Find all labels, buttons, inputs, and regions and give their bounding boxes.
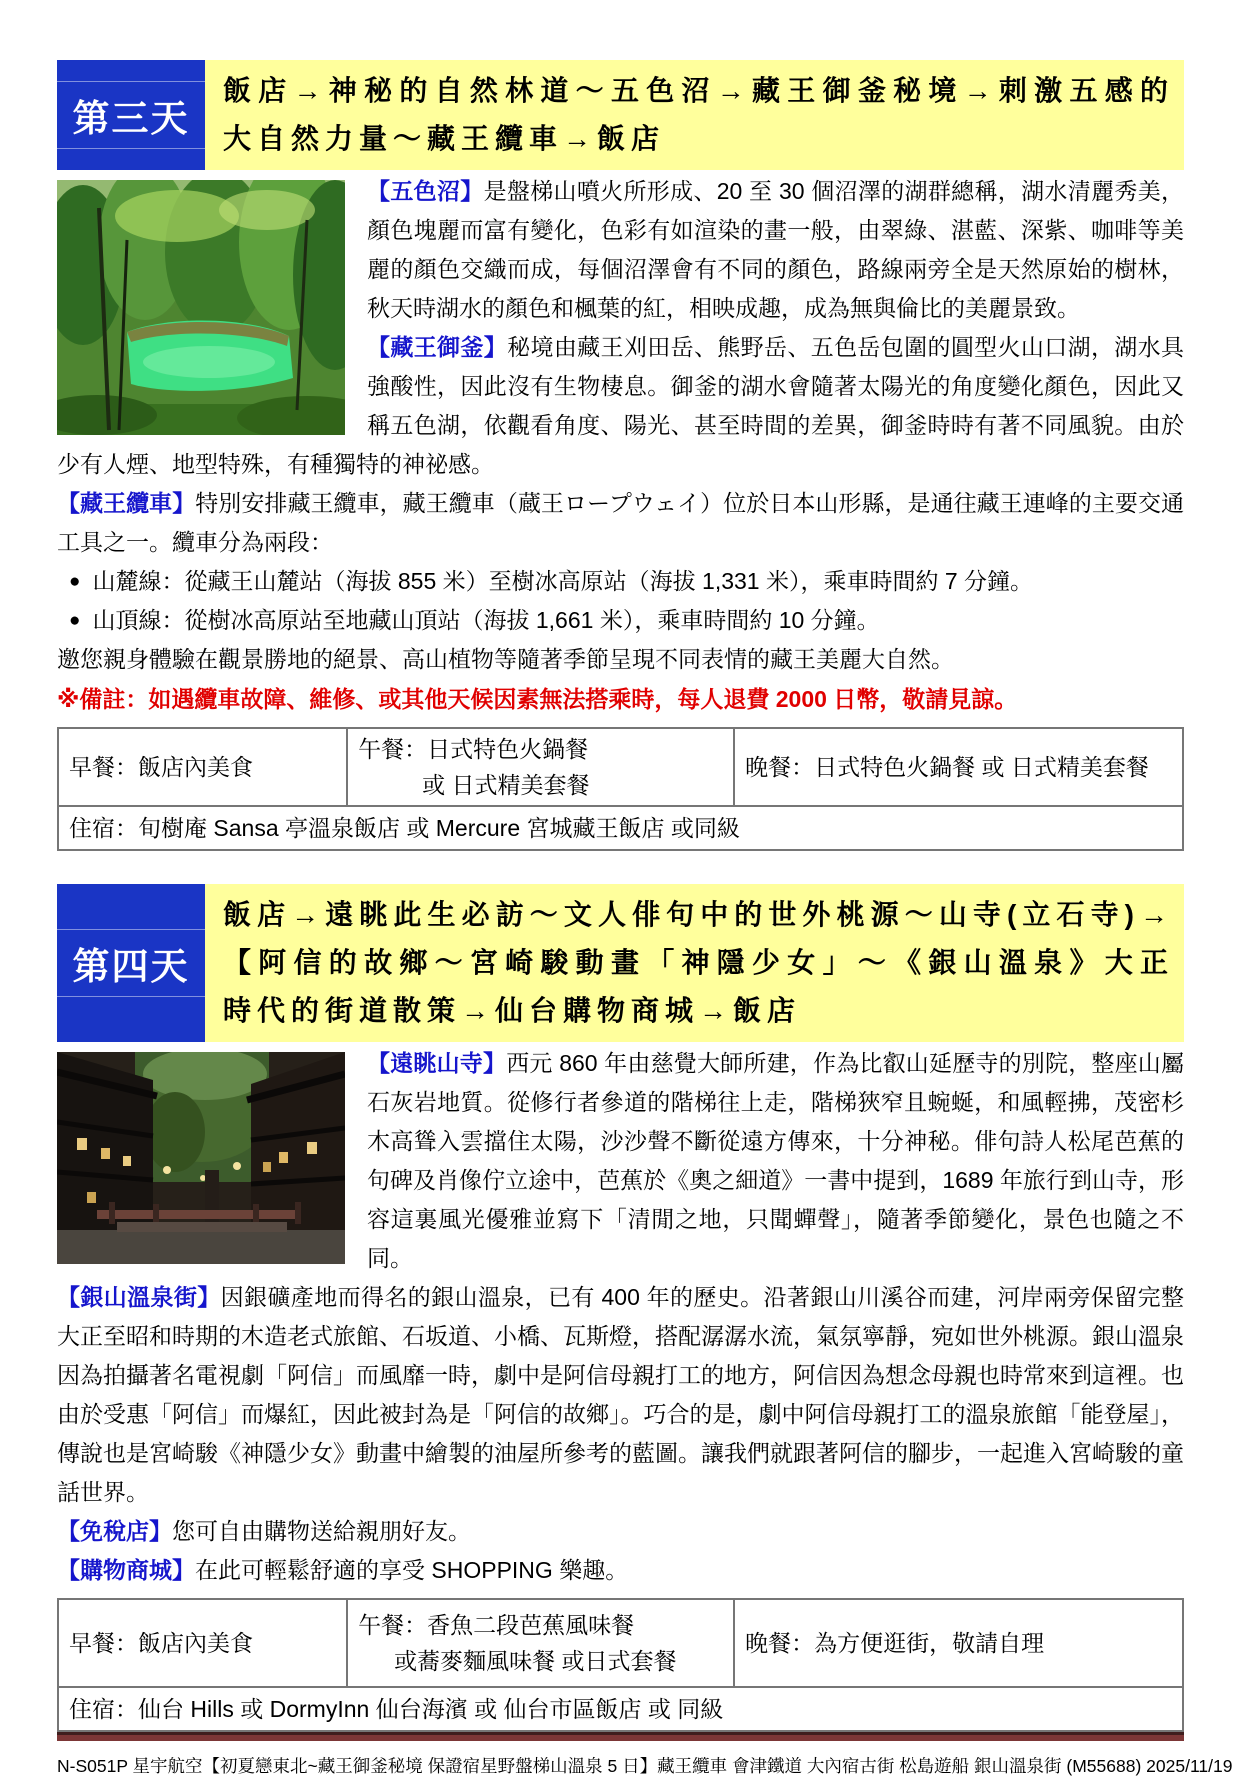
goshikinuma-forest-pond-photo (57, 180, 345, 435)
bullet-sancho-text: 山頂線：從樹冰高原站至地藏山頂站（海拔 1,661 米），乘車時間約 10 分鐘。 (92, 607, 880, 633)
day3-lodging-cell: 住宿：旬樹庵 Sansa 亭溫泉飯店 或 Mercure 宮城藏王飯店 或同級 (58, 806, 1183, 850)
day3-lunch-cell (347, 728, 734, 806)
day3-label: 第三天 (56, 81, 207, 149)
ropeway-bullet-list (57, 562, 1184, 640)
day3-body (57, 172, 1184, 851)
day4-body (57, 1044, 1184, 1732)
day4-title: 飯店→遠眺此生必訪～文人俳句中的世外桃源～山寺(立石寺)→【阿信的故鄉～宮崎駿動畫「神隱少女」～《銀山溫泉》大正時代的街道散策→仙台購物商城→飯店 (205, 884, 1184, 1042)
yamadera-label: 【遠眺山寺】 (367, 1050, 507, 1076)
day4-breakfast-cell: 早餐：飯店內美食 (58, 1599, 347, 1687)
day4-paragraph-mall (57, 1551, 1184, 1590)
dutyfree-text: 您可自由購物送給親朋好友。 (172, 1518, 471, 1544)
day4-lunch-line1: 午餐：香魚二段芭蕉風味餐 (358, 1612, 635, 1638)
day4-paragraph-ginzan (57, 1278, 1184, 1512)
day4-lunch-line2: 或蕎麥麵風味餐 或日式套餐 (394, 1648, 677, 1674)
day3-closing-line: 邀您親身體驗在觀景勝地的絕景、高山植物等隨著季節呈現不同表情的藏王美麗大自然。 (57, 646, 954, 672)
bullet-sancho-line (69, 601, 1184, 640)
day4-lodging-cell: 住宿：仙台 Hills 或 DormyInn 仙台海濱 或 仙台市區飯店 或 同級 (58, 1687, 1183, 1731)
day4-header (57, 884, 1184, 1042)
bullet-sanroku-text: 山麓線：從藏王山麓站（海拔 855 米）至樹冰高原站（海拔 1,331 米），乘車時間約 7 分鐘。 (92, 568, 1034, 594)
bullet-icon: ● (69, 610, 81, 631)
bullet-icon: ● (69, 571, 81, 592)
footer-divider-bar (57, 1732, 1184, 1741)
bullet-sanroku-line (69, 562, 1184, 601)
day3-header (57, 60, 1184, 170)
day4-label: 第四天 (56, 929, 207, 997)
okama-label: 【藏王御釜】 (367, 334, 508, 360)
day4-meal-table (57, 1598, 1184, 1732)
day4-label-box (57, 884, 205, 1042)
day4-lunch-cell (347, 1599, 734, 1687)
day3-dinner-cell: 晚餐：日式特色火鍋餐 或 日式精美套餐 (734, 728, 1183, 806)
page-footer (0, 1732, 1241, 1790)
okama-text: 秘境由藏王刈田岳、熊野岳、五色岳包圍的圓型火山口湖，湖水具強酸性，因此沒有生物棲息。御釜的湖水會隨著太陽光的角度變化顏色，因此又稱五色湖，依觀看角度、陽光、甚至時間的差異，御釜時時有著不同風貌。由於少有人煙、地型特殊，有種獨特的神祕感。 (57, 334, 1185, 477)
ginzan-onsen-street-photo (57, 1052, 345, 1264)
ginzan-label: 【銀山溫泉街】 (57, 1284, 221, 1310)
day3-section (57, 60, 1184, 851)
day4-section (57, 884, 1184, 1732)
day3-refund-note: ※備註：如遇纜車故障、維修、或其他天候因素無法搭乘時，每人退費 2000 日幣，敬請見諒。 (57, 686, 1018, 712)
day3-title: 飯店→神秘的自然林道～五色沼→藏王御釜秘境→刺激五感的大自然力量～藏王纜車→飯店 (205, 60, 1184, 170)
day3-meal-table (57, 727, 1184, 851)
day3-label-box (57, 60, 205, 170)
day3-lunch-line1: 午餐：日式特色火鍋餐 (358, 736, 589, 762)
day4-paragraph-dutyfree (57, 1512, 1184, 1551)
day3-lunch-line2: 或 日式精美套餐 (422, 772, 590, 798)
day4-lodging-row (58, 1687, 1183, 1731)
day3-meal-row (58, 728, 1183, 806)
ropeway-text: 特別安排藏王纜車，藏王纜車（蔵王ロープウェイ）位於日本山形縣，是通往藏王連峰的主要交通工具之一。纜車分為兩段： (57, 490, 1185, 555)
day3-lodging-row (58, 806, 1183, 850)
ropeway-label: 【藏王纜車】 (57, 490, 196, 516)
ginzan-text: 因銀礦產地而得名的銀山溫泉，已有 400 年的歷史。沿著銀山川溪谷而建，河岸兩旁保留完整大正至昭和時期的木造老式旅館、石坂道、小橋、瓦斯燈，搭配潺潺水流，氣氛寧靜，宛如世外桃源。銀山溫泉因為拍攝著名電視劇「阿信」而風靡一時，劇中是阿信母親打工的地方，阿信因為想念母親也時常來到這裡。也由於受惠「阿信」而爆紅，因此被封為是「阿信的故鄉」。巧合的是，劇中阿信母親打工的溫泉旅館「能登屋」，傳說也是宮崎駿《神隱少女》動畫中繪製的油屋所參考的藍圖。讓我們就跟著阿信的腳步，一起進入宮崎駿的童話世界。 (57, 1284, 1185, 1505)
yamadera-text: 西元 860 年由慈覺大師所建，作為比叡山延歷寺的別院，整座山屬石灰岩地質。從修行者參道的階梯往上走，階梯狹窄且蜿蜒，和風輕拂，茂密杉木高聳入雲擋住太陽，沙沙聲不斷從遠方傳來，十分神秘。俳句詩人松尾芭蕉的句碑及肖像佇立途中，芭蕉於《奧之細道》一書中提到，1689 年旅行到山寺，形容這裏風光優雅並寫下「清閒之地，只聞蟬聲」，隨著季節變化，景色也隨之不同。 (367, 1050, 1185, 1271)
mall-text: 在此可輕鬆舒適的享受 SHOPPING 樂趣。 (195, 1557, 629, 1583)
day3-paragraph-ropeway (57, 484, 1184, 562)
goshikinuma-text: 是盤梯山噴火所形成、20 至 30 個沼澤的湖群總稱，湖水清麗秀美，顏色塊麗而富有變化，色彩有如渲染的畫一般，由翠綠、湛藍、深紫、咖啡等美麗的顏色交織而成，每個沼澤會有不同的顏色，路線兩旁全是天然原始的樹林，秋天時湖水的顏色和楓葉的紅，相映成趣，成為無與倫比的美麗景致。 (367, 178, 1185, 321)
dutyfree-label: 【免稅店】 (57, 1518, 172, 1544)
goshikinuma-label: 【五色沼】 (367, 178, 484, 204)
footer-tour-code-line: N-S051P 星宇航空【初夏戀東北~藏王御釜秘境 保證宿星野盤梯山溫泉 5 日】藏王纜車 會津鐵道 大內宿古街 松島遊船 銀山溫泉街 (M55688) 2025/11/19 (57, 1756, 1233, 1776)
day4-meal-row (58, 1599, 1183, 1687)
day4-dinner-cell: 晚餐：為方便逛街，敬請自理 (734, 1599, 1183, 1687)
mall-label: 【購物商城】 (57, 1557, 195, 1583)
day3-breakfast-cell: 早餐：飯店內美食 (58, 728, 347, 806)
